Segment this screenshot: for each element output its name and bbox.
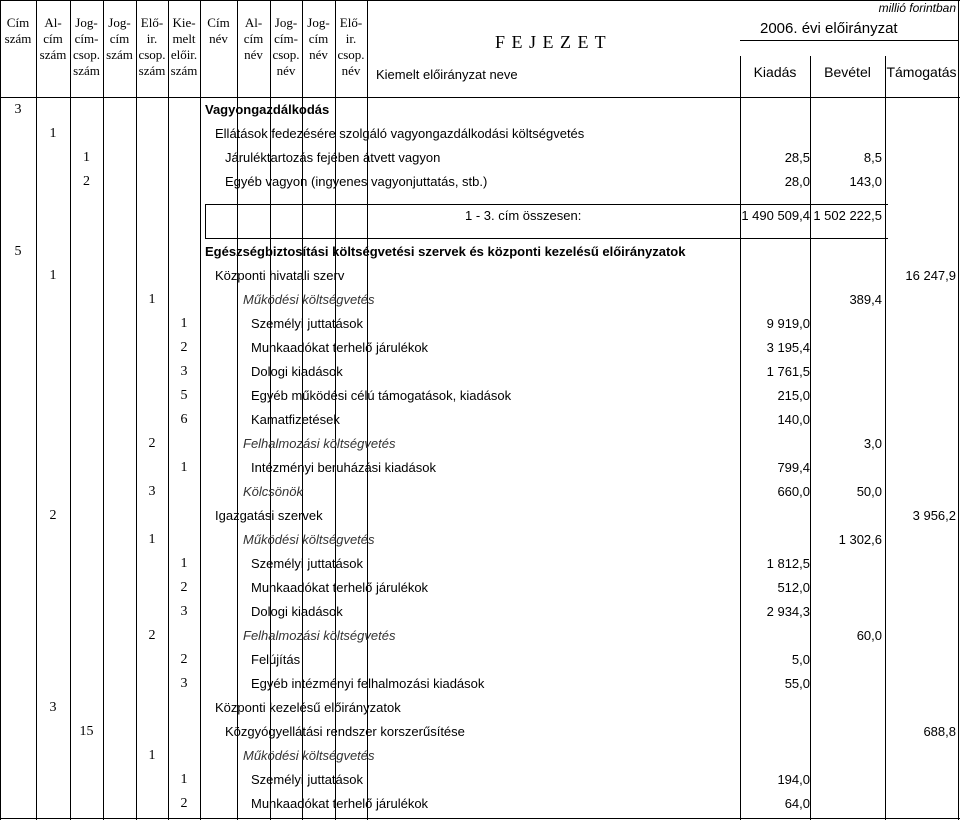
eloir-csop-szam: 1 <box>148 532 156 547</box>
unit-label: millió forintban <box>878 1 956 15</box>
grid-vline <box>103 0 104 820</box>
header-col-label: név <box>244 47 263 62</box>
row-label: Felhalmozási költségvetés <box>243 436 396 451</box>
grid-vline <box>36 0 37 820</box>
row-label: Egyéb vagyon (ingyenes vagyonjuttatás, stb.) <box>225 174 488 189</box>
total-box-bottom <box>205 238 888 239</box>
bevetel-value: 1 302,6 <box>838 532 882 547</box>
kiemelt-szam: 2 <box>180 580 188 595</box>
kiadas-value: 1 761,5 <box>766 364 810 379</box>
header-col-label: Jog- <box>307 15 330 30</box>
header-col-label: Al- <box>44 15 62 30</box>
header-col-label: Al- <box>244 15 263 30</box>
grid-vline <box>0 0 1 820</box>
kiadas-value: 660,0 <box>777 484 810 499</box>
header-col-label: csop. <box>138 47 166 62</box>
header-col-label: csop. <box>72 47 101 62</box>
kiemelt-szam: 3 <box>180 676 188 691</box>
row-label: Felújítás <box>251 652 301 667</box>
bevetel-value: 389,4 <box>849 292 882 307</box>
eloir-csop-szam: 3 <box>148 484 156 499</box>
jogcimcsop-szam: 15 <box>79 724 94 739</box>
header-col-label: Kie- <box>172 15 196 30</box>
row-label: Vagyongazdálkodás <box>205 102 330 117</box>
row-label: 1 - 3. cím összesen: <box>465 208 582 223</box>
grid-vline <box>367 0 368 820</box>
bevetel-value: 143,0 <box>849 174 882 189</box>
kiemelt-szam: 6 <box>180 412 188 427</box>
bevetel-value: 3,0 <box>863 436 882 451</box>
grid-vline <box>740 56 741 820</box>
kiadas-value: 194,0 <box>777 772 810 787</box>
row-label: Működési költségvetés <box>243 292 375 307</box>
header-col-label: csop. <box>272 47 300 62</box>
row-label: Kölcsönök <box>243 484 303 499</box>
alcim-szam: 2 <box>49 508 57 523</box>
kiadas-value: 5,0 <box>791 652 810 667</box>
row-label: Kamatfizetések <box>251 412 340 427</box>
row-label: Egyéb működési célú támogatások, kiadások <box>251 388 512 403</box>
bevetel-value: 50,0 <box>856 484 882 499</box>
header-col-label: ir. <box>345 31 357 46</box>
grid-vline <box>302 0 303 820</box>
row-label: Járuléktartozás fejében átvett vagyon <box>225 150 441 165</box>
kiemelt-szam: 2 <box>180 340 188 355</box>
header-col-label: csop. <box>337 47 365 62</box>
tamogatas-value: 688,8 <box>923 724 956 739</box>
alcim-szam: 1 <box>49 268 57 283</box>
tamogatas-value: 16 247,9 <box>905 268 956 283</box>
grid-vline <box>270 0 271 820</box>
bevetel-value: 60,0 <box>856 628 882 643</box>
row-label: Központi hivatali szerv <box>215 268 345 283</box>
kiadas-value: 9 919,0 <box>766 316 810 331</box>
kiemelt-szam: 3 <box>180 364 188 379</box>
header-col-label: név <box>341 63 361 78</box>
eloir-csop-szam: 1 <box>148 748 156 763</box>
jogcimcsop-szam: 1 <box>83 150 90 165</box>
eloir-csop-szam: 2 <box>148 436 156 451</box>
cim-szam: 3 <box>14 102 22 117</box>
header-col-label: név <box>276 63 296 78</box>
header-col-label: név <box>309 47 328 62</box>
total-box-top <box>205 204 888 205</box>
kiadas-value: 3 195,4 <box>766 340 810 355</box>
kiemelt-szam: 1 <box>180 556 188 571</box>
header-col-label: Elő- <box>140 15 164 30</box>
kiadas-value: 140,0 <box>777 412 810 427</box>
grid-hline <box>0 97 960 98</box>
alcim-szam: 3 <box>49 700 57 715</box>
row-label: Munkaadókat terhelő járulékok <box>251 340 429 355</box>
kiadas-value: 799,4 <box>777 460 810 475</box>
header-col-label: Elő- <box>339 15 363 30</box>
row-label: Személyi juttatások <box>251 556 363 571</box>
eloir-csop-szam: 1 <box>148 292 156 307</box>
grid-hline <box>740 40 958 41</box>
kiemelt-header: Kiemelt előirányzat neve <box>376 67 518 82</box>
cim-szam: 5 <box>14 244 22 259</box>
header-col-label: Jog- <box>108 15 131 30</box>
grid-vline <box>237 0 238 820</box>
header-col-label: szám <box>39 47 67 62</box>
grid-vline <box>885 56 886 820</box>
header-col-label: szám <box>106 47 133 62</box>
header-col-label: cím <box>308 31 329 46</box>
kiemelt-szam: 2 <box>180 652 188 667</box>
header-col-label: szám <box>4 31 32 46</box>
row-label: Felhalmozási költségvetés <box>243 628 396 643</box>
header-col-label: Cím <box>207 15 230 30</box>
row-label: Munkaadókat terhelő járulékok <box>251 796 429 811</box>
eloir-csop-szam: 2 <box>148 628 156 643</box>
header-col-label: szám <box>73 63 100 78</box>
header-col-label: név <box>209 31 228 46</box>
header-col-label: melt <box>172 31 196 46</box>
row-label: Személyi juttatások <box>251 316 363 331</box>
kiadas-value: 1 812,5 <box>766 556 810 571</box>
row-label: Működési költségvetés <box>243 748 375 763</box>
bevetel-value: 1 502 222,5 <box>813 208 882 223</box>
kiemelt-szam: 5 <box>180 388 188 403</box>
kiemelt-szam: 1 <box>180 316 188 331</box>
kiadas-value: 55,0 <box>784 676 810 691</box>
grid-vline <box>168 0 169 820</box>
grid-vline <box>958 0 959 820</box>
tamogatas-value: 3 956,2 <box>912 508 956 523</box>
header-col-label: szám <box>138 63 166 78</box>
header-col-label: előir. <box>170 47 198 62</box>
header-col-label: cím- <box>274 31 298 46</box>
col-tamogatas: Támogatás <box>886 64 957 80</box>
kiadas-value: 64,0 <box>784 796 810 811</box>
row-label: Intézményi beruházási kiadások <box>251 460 436 475</box>
kiadas-value: 215,0 <box>777 388 810 403</box>
kiemelt-szam: 1 <box>180 460 188 475</box>
header-col-label: cím <box>43 31 63 46</box>
row-label: Egészségbiztosítási költségvetési szervek és központi kezelésű előirányzatok <box>205 244 686 259</box>
col-kiadas: Kiadás <box>753 64 797 80</box>
kiadas-value: 28,5 <box>784 150 810 165</box>
grid-vline <box>70 0 71 820</box>
row-label: Ellátások fedezésére szolgáló vagyongazdálkodási költségvetés <box>215 126 585 141</box>
row-label: Dologi kiadások <box>251 364 343 379</box>
bevetel-value: 8,5 <box>863 150 882 165</box>
kiadas-value: 1 490 509,4 <box>741 208 810 223</box>
kiadas-value: 2 934,3 <box>766 604 810 619</box>
jogcimcsop-szam: 2 <box>83 174 90 189</box>
kiadas-value: 28,0 <box>784 174 810 189</box>
kiadas-value: 512,0 <box>777 580 810 595</box>
year-header: 2006. évi előirányzat <box>760 20 898 37</box>
grid-hline <box>0 818 960 819</box>
row-label: Igazgatási szervek <box>215 508 323 523</box>
row-label: Közgyógyellátási rendszer korszerűsítése <box>225 724 465 739</box>
total-box-left <box>205 204 206 238</box>
header-col-label: cím <box>109 31 130 46</box>
kiemelt-szam: 1 <box>180 772 188 787</box>
kiemelt-szam: 3 <box>180 604 188 619</box>
header-col-label: szám <box>170 63 198 78</box>
row-label: Egyéb intézményi felhalmozási kiadások <box>251 676 485 691</box>
header-col-label: cím <box>243 31 264 46</box>
row-label: Központi kezelésű előirányzatok <box>215 700 401 715</box>
grid-vline <box>136 0 137 820</box>
kiemelt-szam: 2 <box>180 796 188 811</box>
header-col-label: ir. <box>146 31 158 46</box>
header-col-label: Jog- <box>75 15 98 30</box>
header-col-label: Cím <box>6 15 30 30</box>
alcim-szam: 1 <box>49 126 57 141</box>
row-label: Működési költségvetés <box>243 532 375 547</box>
row-label: Személyi juttatások <box>251 772 363 787</box>
header-col-label: cím- <box>74 31 99 46</box>
grid-vline <box>335 0 336 820</box>
row-label: Munkaadókat terhelő járulékok <box>251 580 429 595</box>
header-col-label: Jog- <box>274 15 298 30</box>
col-bevetel: Bevétel <box>824 64 871 80</box>
row-label: Dologi kiadások <box>251 604 343 619</box>
chapter-title: F E J E Z E T <box>495 32 607 52</box>
grid-vline <box>200 0 201 820</box>
